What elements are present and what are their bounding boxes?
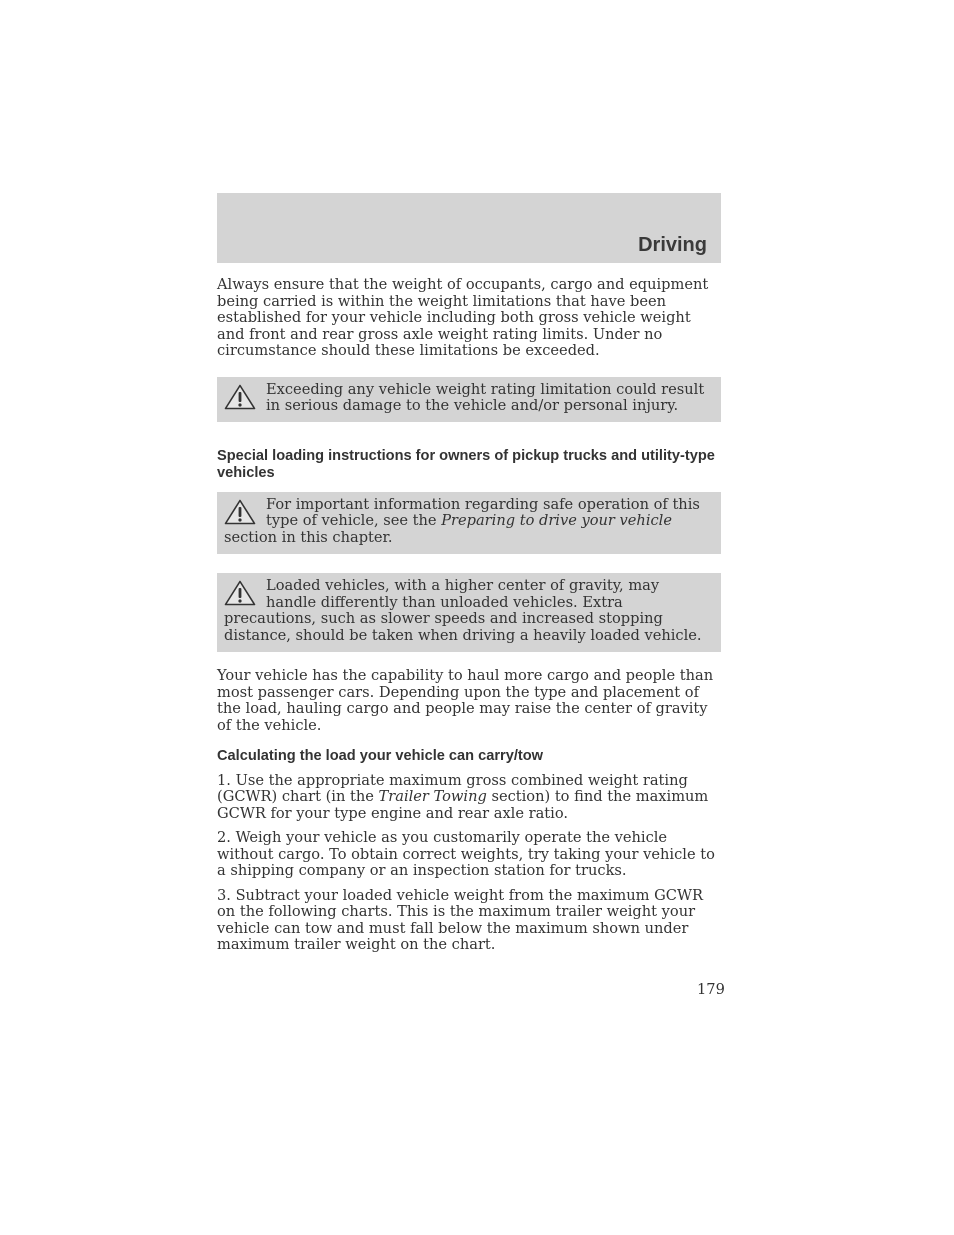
chapter-reference: Preparing to drive your vehicle [441, 512, 672, 529]
step-3: 3. Subtract your loaded vehicle weight from the maximum GCWR on the following charts. This is the maximum trailer weight your vehicle can tow and must fall below the maximum shown under maximum trailer weight on the chart. [217, 886, 703, 953]
capability-paragraph: Your vehicle has the capability to haul more cargo and people than most passenger cars. Depending upon the type and placement of the load, hauling cargo and people may raise the center of gravity of the vehicle. [217, 667, 714, 734]
section-header-band [217, 193, 721, 263]
step-1-before: 1. Use the appropriate maximum gross combined weight rating (GCWR) chart (in the [217, 771, 688, 805]
warning-text: Exceeding any vehicle weight rating limitation could result in serious damage to the vehicle and/or personal injury. [266, 380, 705, 414]
warning-box-weight-limit [217, 377, 721, 422]
warning-text [224, 497, 713, 547]
manual-page [217, 193, 721, 954]
page-number: 179 [697, 981, 725, 998]
warning-text: Loaded vehicles, with a higher center of gravity, may handle differently than unloaded vehicles. Extra precautions, such as slower speeds and increased stopping distance, should be taken when driving a heavily loaded vehicle. [224, 577, 702, 644]
intro-paragraph: Always ensure that the weight of occupants, cargo and equipment being carried is within the weight limitations that have been established for your vehicle including both gross vehicle weight and front and rear gross axle weight rating limits. Under no circumstance should these limitations be exceeded. [217, 276, 709, 359]
warning-text-before: For important information regarding safe operation of this type of vehicle, see the [266, 495, 700, 529]
warning-box-loaded-vehicles [217, 573, 721, 652]
heading-special-loading: Special loading instructions for owners of pickup trucks and utility-type vehicles [217, 447, 715, 481]
section-title: Driving [638, 234, 707, 256]
warning-triangle-icon [224, 384, 256, 410]
warning-text-after: section in this chapter. [224, 528, 393, 546]
warning-triangle-icon [224, 499, 256, 525]
step-2: 2. Weigh your vehicle as you customarily operate the vehicle without cargo. To obtain correct weights, try taking your vehicle to a shipping company or an inspection station for trucks. [217, 829, 715, 879]
step-1 [217, 773, 721, 823]
warning-box-safe-operation [217, 492, 721, 555]
section-reference: Trailer Towing [378, 788, 487, 805]
step-1-after: section) to find the maximum GCWR for your type engine and rear axle ratio. [217, 788, 709, 822]
warning-triangle-icon [224, 580, 256, 606]
heading-calculating-load: Calculating the load your vehicle can carry/tow [217, 748, 544, 764]
